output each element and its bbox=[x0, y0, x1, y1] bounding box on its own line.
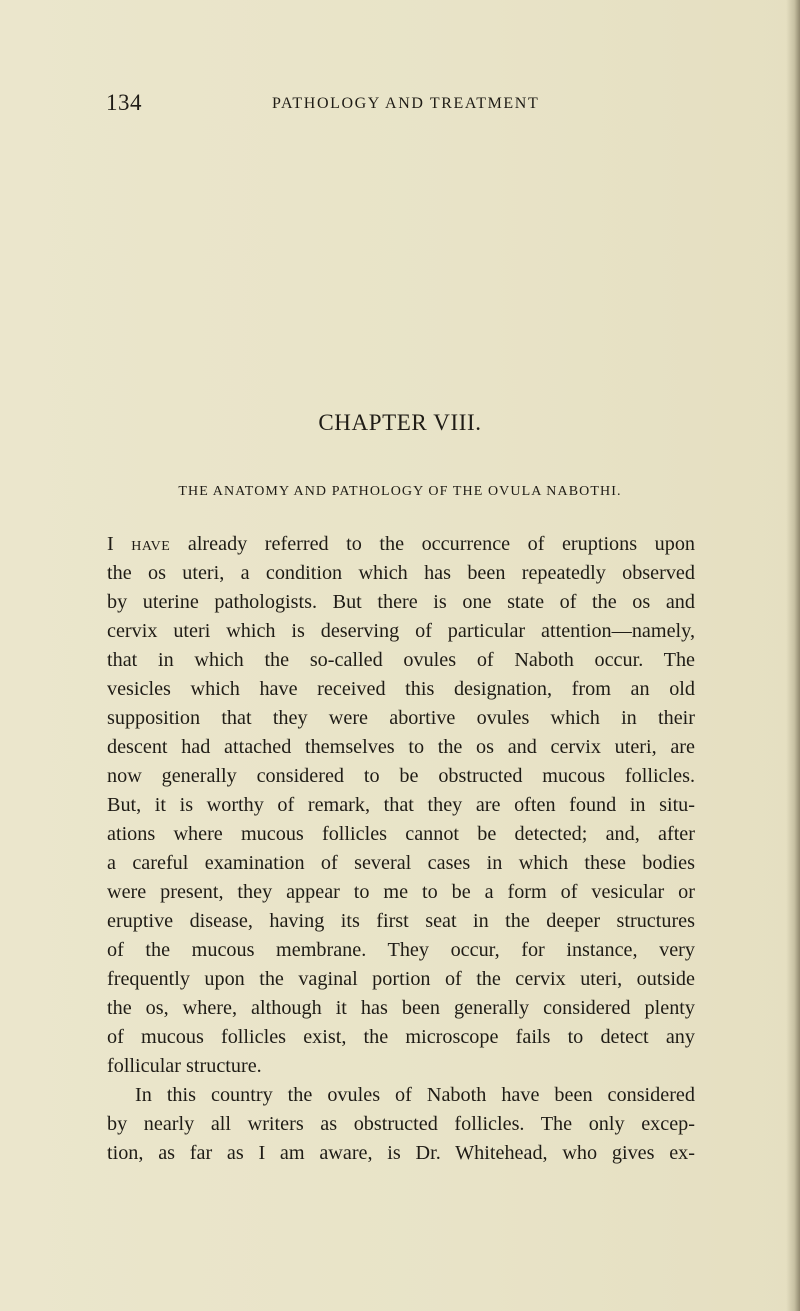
text-line: the os uteri, a condition which has been repeatedly observed bbox=[107, 562, 695, 584]
text-line: of mucous follicles exist, the microscope fails to detect any bbox=[107, 1026, 695, 1048]
text-line: eruptive disease, having its first seat in the deeper structures bbox=[107, 910, 695, 932]
text-line: by uterine pathologists. But there is one state of the os and bbox=[107, 591, 695, 613]
opening-smallcaps: have bbox=[131, 533, 171, 555]
text-line: now generally considered to be obstructed mucous follicles. bbox=[107, 765, 695, 787]
page-edge-shadow bbox=[786, 0, 800, 1311]
text-line: But, it is worthy of remark, that they are often found in situ- bbox=[107, 794, 695, 816]
chapter-title: CHAPTER VIII. bbox=[318, 410, 482, 435]
text-line: vesicles which have received this designation, from an old bbox=[107, 678, 695, 700]
text-line: that in which the so-called ovules of Naboth occur. The bbox=[107, 649, 695, 671]
text-line: tion, as far as I am aware, is Dr. Whitehead, who gives ex- bbox=[107, 1142, 695, 1164]
text-line: follicular structure. bbox=[107, 1055, 262, 1077]
running-head bbox=[0, 90, 800, 122]
text-line: by nearly all writers as obstructed follicles. The only excep- bbox=[107, 1113, 695, 1135]
drop-initial: I bbox=[107, 533, 114, 555]
text-line: supposition that they were abortive ovules which in their bbox=[107, 707, 695, 729]
chapter-subtitle: THE ANATOMY AND PATHOLOGY OF THE OVULA NABOTHI. bbox=[178, 484, 622, 499]
text-line: were present, they appear to me to be a form of vesicular or bbox=[107, 881, 695, 903]
text-line: ations where mucous follicles cannot be detected; and, after bbox=[107, 823, 695, 845]
text-line: In this country the ovules of Naboth have been considered bbox=[135, 1084, 695, 1106]
text-line: the os, where, although it has been generally considered plenty bbox=[107, 997, 695, 1019]
page-number: 134 bbox=[106, 90, 142, 115]
text-line: of the mucous membrane. They occur, for instance, very bbox=[107, 939, 695, 961]
text-line: descent had attached themselves to the os and cervix uteri, are bbox=[107, 736, 695, 758]
text-line: I have already referred to the occurrence of eruptions upon bbox=[107, 533, 696, 555]
text-line: cervix uteri which is deserving of particular attention—namely, bbox=[107, 620, 695, 642]
body-text bbox=[107, 530, 695, 1168]
text-line: a careful examination of several cases in which these bodies bbox=[107, 852, 695, 874]
text-line: frequently upon the vaginal portion of the cervix uteri, outside bbox=[107, 968, 695, 990]
running-head-title: PATHOLOGY AND TREATMENT bbox=[272, 95, 540, 112]
